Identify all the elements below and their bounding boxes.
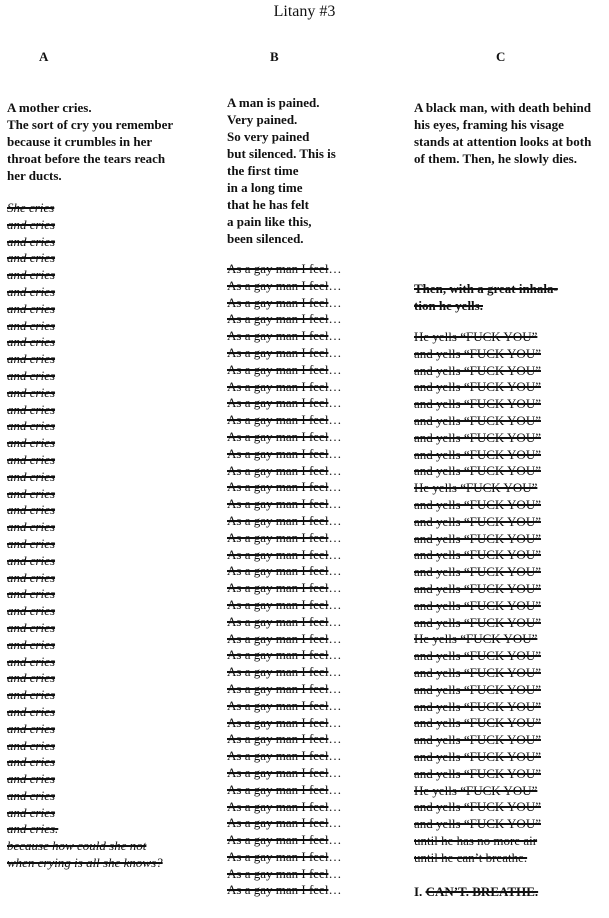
litany-line: and cries xyxy=(7,619,56,635)
litany-line-ellipsis: … xyxy=(328,697,342,713)
intro-line: the first time xyxy=(227,163,299,178)
litany-line: and cries xyxy=(7,720,56,736)
litany-line xyxy=(227,328,341,345)
litany-line-ellipsis: … xyxy=(328,647,342,663)
litany-line: and cries xyxy=(7,552,56,568)
intro-line: Then, with a great inhala- xyxy=(414,281,558,296)
column-a-heading: A xyxy=(39,49,49,64)
litany-line xyxy=(227,580,341,597)
litany-line: and cries xyxy=(7,351,56,367)
litany-line-text: As a gay man I feel xyxy=(227,529,329,545)
litany-line: and yells “FUCK YOU” xyxy=(414,748,541,764)
litany-line: and yells “FUCK YOU” xyxy=(414,429,541,445)
litany-line-ellipsis: … xyxy=(328,630,342,646)
litany-line-text: As a gay man I feel xyxy=(227,832,329,848)
litany-line-ellipsis: … xyxy=(328,496,342,512)
intro-line: tion he yells. xyxy=(414,298,483,313)
litany-line: and cries xyxy=(7,535,56,551)
litany-line: and yells “FUCK YOU” xyxy=(414,547,541,563)
litany-line-ellipsis: … xyxy=(328,781,342,797)
litany-line xyxy=(227,715,341,732)
litany-line: and cries xyxy=(7,804,56,820)
litany-line xyxy=(227,362,341,379)
litany-line-ellipsis: … xyxy=(328,580,342,596)
litany-line xyxy=(227,664,341,681)
litany-line: and yells “FUCK YOU” xyxy=(414,765,541,781)
intro-line: in a long time xyxy=(227,180,303,195)
column-c-heading: C xyxy=(496,49,506,64)
litany-line: and cries xyxy=(7,267,56,283)
litany-line-text: As a gay man I feel xyxy=(227,882,329,898)
litany-line: until he has no more air xyxy=(414,832,538,848)
litany-line xyxy=(227,429,341,446)
litany-line xyxy=(227,379,341,396)
litany-line: and yells “FUCK YOU” xyxy=(414,580,541,596)
litany-line: and cries xyxy=(7,502,56,518)
intro-line: of them. Then, he slowly dies. xyxy=(414,151,577,166)
litany-line-ellipsis: … xyxy=(328,563,342,579)
litany-line: and yells “FUCK YOU” xyxy=(414,412,541,428)
final-line xyxy=(414,883,538,900)
litany-line: and yells “FUCK YOU” xyxy=(414,379,541,395)
litany-line-ellipsis: … xyxy=(328,361,342,377)
litany-line: and yells “FUCK YOU” xyxy=(414,396,541,412)
intro-line: her ducts. xyxy=(7,168,62,183)
litany-line-text: As a gay man I feel xyxy=(227,781,329,797)
intro-line: that he has felt xyxy=(227,197,309,212)
litany-line xyxy=(227,614,341,631)
litany-line-text: As a gay man I feel xyxy=(227,613,329,629)
intro-line: A mother cries. xyxy=(7,100,92,115)
litany-line: and yells “FUCK YOU” xyxy=(414,799,541,815)
litany-line-text: As a gay man I feel xyxy=(227,848,329,864)
litany-line: and yells “FUCK YOU” xyxy=(414,648,541,664)
litany-line-text: As a gay man I feel xyxy=(227,512,329,528)
litany-line-ellipsis: … xyxy=(328,512,342,528)
litany-line: and yells “FUCK YOU” xyxy=(414,362,541,378)
litany-line-ellipsis: … xyxy=(328,664,342,680)
litany-line-text: As a gay man I feel xyxy=(227,630,329,646)
litany-line: and yells “FUCK YOU” xyxy=(414,681,541,697)
litany-line: and yells “FUCK YOU” xyxy=(414,715,541,731)
column-a-intro xyxy=(7,99,173,184)
litany-line: and yells “FUCK YOU” xyxy=(414,698,541,714)
litany-line-ellipsis: … xyxy=(328,596,342,612)
litany-line-ellipsis: … xyxy=(328,731,342,747)
litany-line: and cries xyxy=(7,384,56,400)
litany-line-ellipsis: … xyxy=(328,294,342,310)
litany-line-ellipsis: … xyxy=(328,428,342,444)
litany-line-ellipsis: … xyxy=(328,764,342,780)
litany-line xyxy=(227,563,341,580)
intro-line: The sort of cry you remember xyxy=(7,117,174,132)
intro-line: throat before the tears reach xyxy=(7,151,166,166)
litany-line: until he can’t breathe. xyxy=(414,849,528,865)
column-a-litany xyxy=(7,200,163,872)
litany-line: and cries xyxy=(7,401,56,417)
litany-line-text: As a gay man I feel xyxy=(227,714,329,730)
intro-line: A black man, with death behind xyxy=(414,100,591,115)
final-line-struck: CAN’T. BREATHE. xyxy=(425,884,539,899)
final-line-start: I. xyxy=(414,884,423,899)
litany-line xyxy=(227,513,341,530)
litany-line-text: As a gay man I feel xyxy=(227,764,329,780)
litany-line: She cries xyxy=(7,200,55,215)
litany-line-ellipsis: … xyxy=(328,344,342,360)
litany-line: and yells “FUCK YOU” xyxy=(414,732,541,748)
litany-line-text: As a gay man I feel xyxy=(227,596,329,612)
litany-line: He yells “FUCK YOU” xyxy=(414,329,538,344)
litany-line: and cries xyxy=(7,653,56,669)
intro-line: a pain like this, xyxy=(227,214,312,229)
litany-line-text: As a gay man I feel xyxy=(227,647,329,663)
litany-line: and yells “FUCK YOU” xyxy=(414,345,541,361)
litany-line: He yells “FUCK YOU” xyxy=(414,782,538,798)
litany-line xyxy=(227,345,341,362)
litany-line xyxy=(227,815,341,832)
litany-line: and cries xyxy=(7,603,56,619)
litany-line-ellipsis: … xyxy=(328,445,342,461)
litany-line: and yells “FUCK YOU” xyxy=(414,816,541,832)
litany-line-ellipsis: … xyxy=(328,546,342,562)
litany-line xyxy=(227,849,341,866)
litany-line xyxy=(227,832,341,849)
column-c-intro xyxy=(414,99,591,167)
column-c-litany xyxy=(414,329,541,867)
litany-line: and cries xyxy=(7,586,56,602)
litany-line-ellipsis: … xyxy=(328,529,342,545)
litany-line xyxy=(227,631,341,648)
column-c-inhalation xyxy=(414,280,558,314)
litany-line: and yells “FUCK YOU” xyxy=(414,597,541,613)
intro-line: A man is pained. xyxy=(227,95,320,110)
litany-line xyxy=(227,311,341,328)
litany-line: and cries xyxy=(7,367,56,383)
litany-line-text: As a gay man I feel xyxy=(227,428,329,444)
litany-line: and yells “FUCK YOU” xyxy=(414,496,541,512)
column-b-intro xyxy=(227,94,336,247)
intro-line: So very pained xyxy=(227,129,310,144)
litany-line-ellipsis: … xyxy=(328,261,342,276)
litany-line xyxy=(227,782,341,799)
litany-line: and cries xyxy=(7,233,56,249)
intro-line: because it crumbles in her xyxy=(7,134,153,149)
litany-line: and yells “FUCK YOU” xyxy=(414,513,541,529)
litany-line xyxy=(227,261,341,278)
litany-line-text: As a gay man I feel xyxy=(227,462,329,478)
intro-line: Very pained. xyxy=(227,112,298,127)
litany-line: and cries xyxy=(7,418,56,434)
litany-line: and cries xyxy=(7,334,56,350)
litany-line: He yells “FUCK YOU” xyxy=(414,480,538,496)
litany-line: and cries xyxy=(7,636,56,652)
litany-line-ellipsis: … xyxy=(328,613,342,629)
litany-line: and cries xyxy=(7,250,56,266)
litany-line: because how could she not xyxy=(7,838,147,854)
litany-line-text: As a gay man I feel xyxy=(227,748,329,764)
litany-line-ellipsis: … xyxy=(328,882,342,898)
litany-line-ellipsis: … xyxy=(328,462,342,478)
litany-line: and cries xyxy=(7,468,56,484)
litany-line xyxy=(227,412,341,429)
litany-line-text: As a gay man I feel xyxy=(227,563,329,579)
intro-line: been silenced. xyxy=(227,231,304,246)
page-title: Litany #3 xyxy=(273,3,336,20)
litany-line-ellipsis: … xyxy=(328,328,342,344)
litany-line: and yells “FUCK YOU” xyxy=(414,530,541,546)
litany-line xyxy=(227,530,341,547)
litany-line: and yells “FUCK YOU” xyxy=(414,664,541,680)
litany-line: and cries xyxy=(7,670,56,686)
litany-line: and cries xyxy=(7,216,56,232)
litany-line xyxy=(227,882,341,899)
litany-line-text: As a gay man I feel xyxy=(227,277,329,293)
litany-line: and yells “FUCK YOU” xyxy=(414,564,541,580)
column-b-litany xyxy=(227,261,341,899)
litany-line: when crying is all she knows? xyxy=(7,855,163,871)
litany-line xyxy=(227,731,341,748)
litany-line xyxy=(227,278,341,295)
litany-line xyxy=(227,799,341,816)
litany-line-text: As a gay man I feel xyxy=(227,328,329,344)
litany-line: and cries xyxy=(7,771,56,787)
litany-line-ellipsis: … xyxy=(328,680,342,696)
litany-line: and cries xyxy=(7,754,56,770)
litany-line: and cries xyxy=(7,519,56,535)
litany-line-ellipsis: … xyxy=(328,798,342,814)
litany-line: and cries xyxy=(7,569,56,585)
litany-line: and cries xyxy=(7,283,56,299)
litany-line xyxy=(227,479,341,496)
litany-line-ellipsis: … xyxy=(328,865,342,881)
litany-line xyxy=(227,866,341,883)
litany-line-text: As a gay man I feel xyxy=(227,798,329,814)
litany-line-text: As a gay man I feel xyxy=(227,496,329,512)
litany-line-text: As a gay man I feel xyxy=(227,344,329,360)
litany-line: and cries xyxy=(7,687,56,703)
litany-line: and cries xyxy=(7,703,56,719)
litany-line xyxy=(227,647,341,664)
litany-line xyxy=(227,295,341,312)
litany-line-text: As a gay man I feel xyxy=(227,815,329,831)
litany-line-ellipsis: … xyxy=(328,412,342,428)
litany-line-text: As a gay man I feel xyxy=(227,680,329,696)
litany-line-text: As a gay man I feel xyxy=(227,395,329,411)
litany-line-ellipsis: … xyxy=(328,748,342,764)
litany-line-text: As a gay man I feel xyxy=(227,311,329,327)
litany-line-text: As a gay man I feel xyxy=(227,294,329,310)
litany-line-text: As a gay man I feel xyxy=(227,412,329,428)
litany-line-ellipsis: … xyxy=(328,714,342,730)
litany-line xyxy=(227,597,341,614)
litany-line: and cries xyxy=(7,317,56,333)
litany-line xyxy=(227,681,341,698)
litany-line xyxy=(227,748,341,765)
litany-line: and cries xyxy=(7,737,56,753)
litany-line-ellipsis: … xyxy=(328,848,342,864)
litany-line-ellipsis: … xyxy=(328,378,342,394)
litany-line xyxy=(227,446,341,463)
litany-line-text: As a gay man I feel xyxy=(227,378,329,394)
intro-line: stands at attention looks at both xyxy=(414,134,592,149)
litany-line-ellipsis: … xyxy=(328,277,342,293)
litany-line-text: As a gay man I feel xyxy=(227,697,329,713)
litany-line xyxy=(227,395,341,412)
litany-line: and yells “FUCK YOU” xyxy=(414,446,541,462)
column-b-heading: B xyxy=(270,49,279,64)
litany-line-text: As a gay man I feel xyxy=(227,361,329,377)
litany-line: and cries xyxy=(7,435,56,451)
litany-line-ellipsis: … xyxy=(328,395,342,411)
litany-line-text: As a gay man I feel xyxy=(227,731,329,747)
litany-line-ellipsis: … xyxy=(328,815,342,831)
litany-line: and cries xyxy=(7,787,56,803)
litany-line-text: As a gay man I feel xyxy=(227,479,329,495)
litany-line xyxy=(227,547,341,564)
litany-line-text: As a gay man I feel xyxy=(227,664,329,680)
litany-line: He yells “FUCK YOU” xyxy=(414,631,538,647)
litany-line-text: As a gay man I feel xyxy=(227,580,329,596)
litany-line-text: As a gay man I feel xyxy=(227,546,329,562)
litany-line xyxy=(227,496,341,513)
intro-line: but silenced. This is xyxy=(227,146,336,161)
intro-line: his eyes, framing his visage xyxy=(414,117,564,132)
litany-line xyxy=(227,463,341,480)
litany-line-ellipsis: … xyxy=(328,832,342,848)
litany-line xyxy=(227,698,341,715)
litany-line-text: As a gay man I feel xyxy=(227,261,329,276)
litany-line-text: As a gay man I feel xyxy=(227,865,329,881)
litany-line-ellipsis: … xyxy=(328,479,342,495)
litany-line-text: As a gay man I feel xyxy=(227,445,329,461)
litany-line: and cries xyxy=(7,300,56,316)
litany-line: and cries. xyxy=(7,821,59,837)
litany-line-ellipsis: … xyxy=(328,311,342,327)
litany-line xyxy=(227,765,341,782)
litany-line: and cries xyxy=(7,485,56,501)
litany-line: and yells “FUCK YOU” xyxy=(414,463,541,479)
litany-line: and cries xyxy=(7,451,56,467)
litany-line: and yells “FUCK YOU” xyxy=(414,614,541,630)
